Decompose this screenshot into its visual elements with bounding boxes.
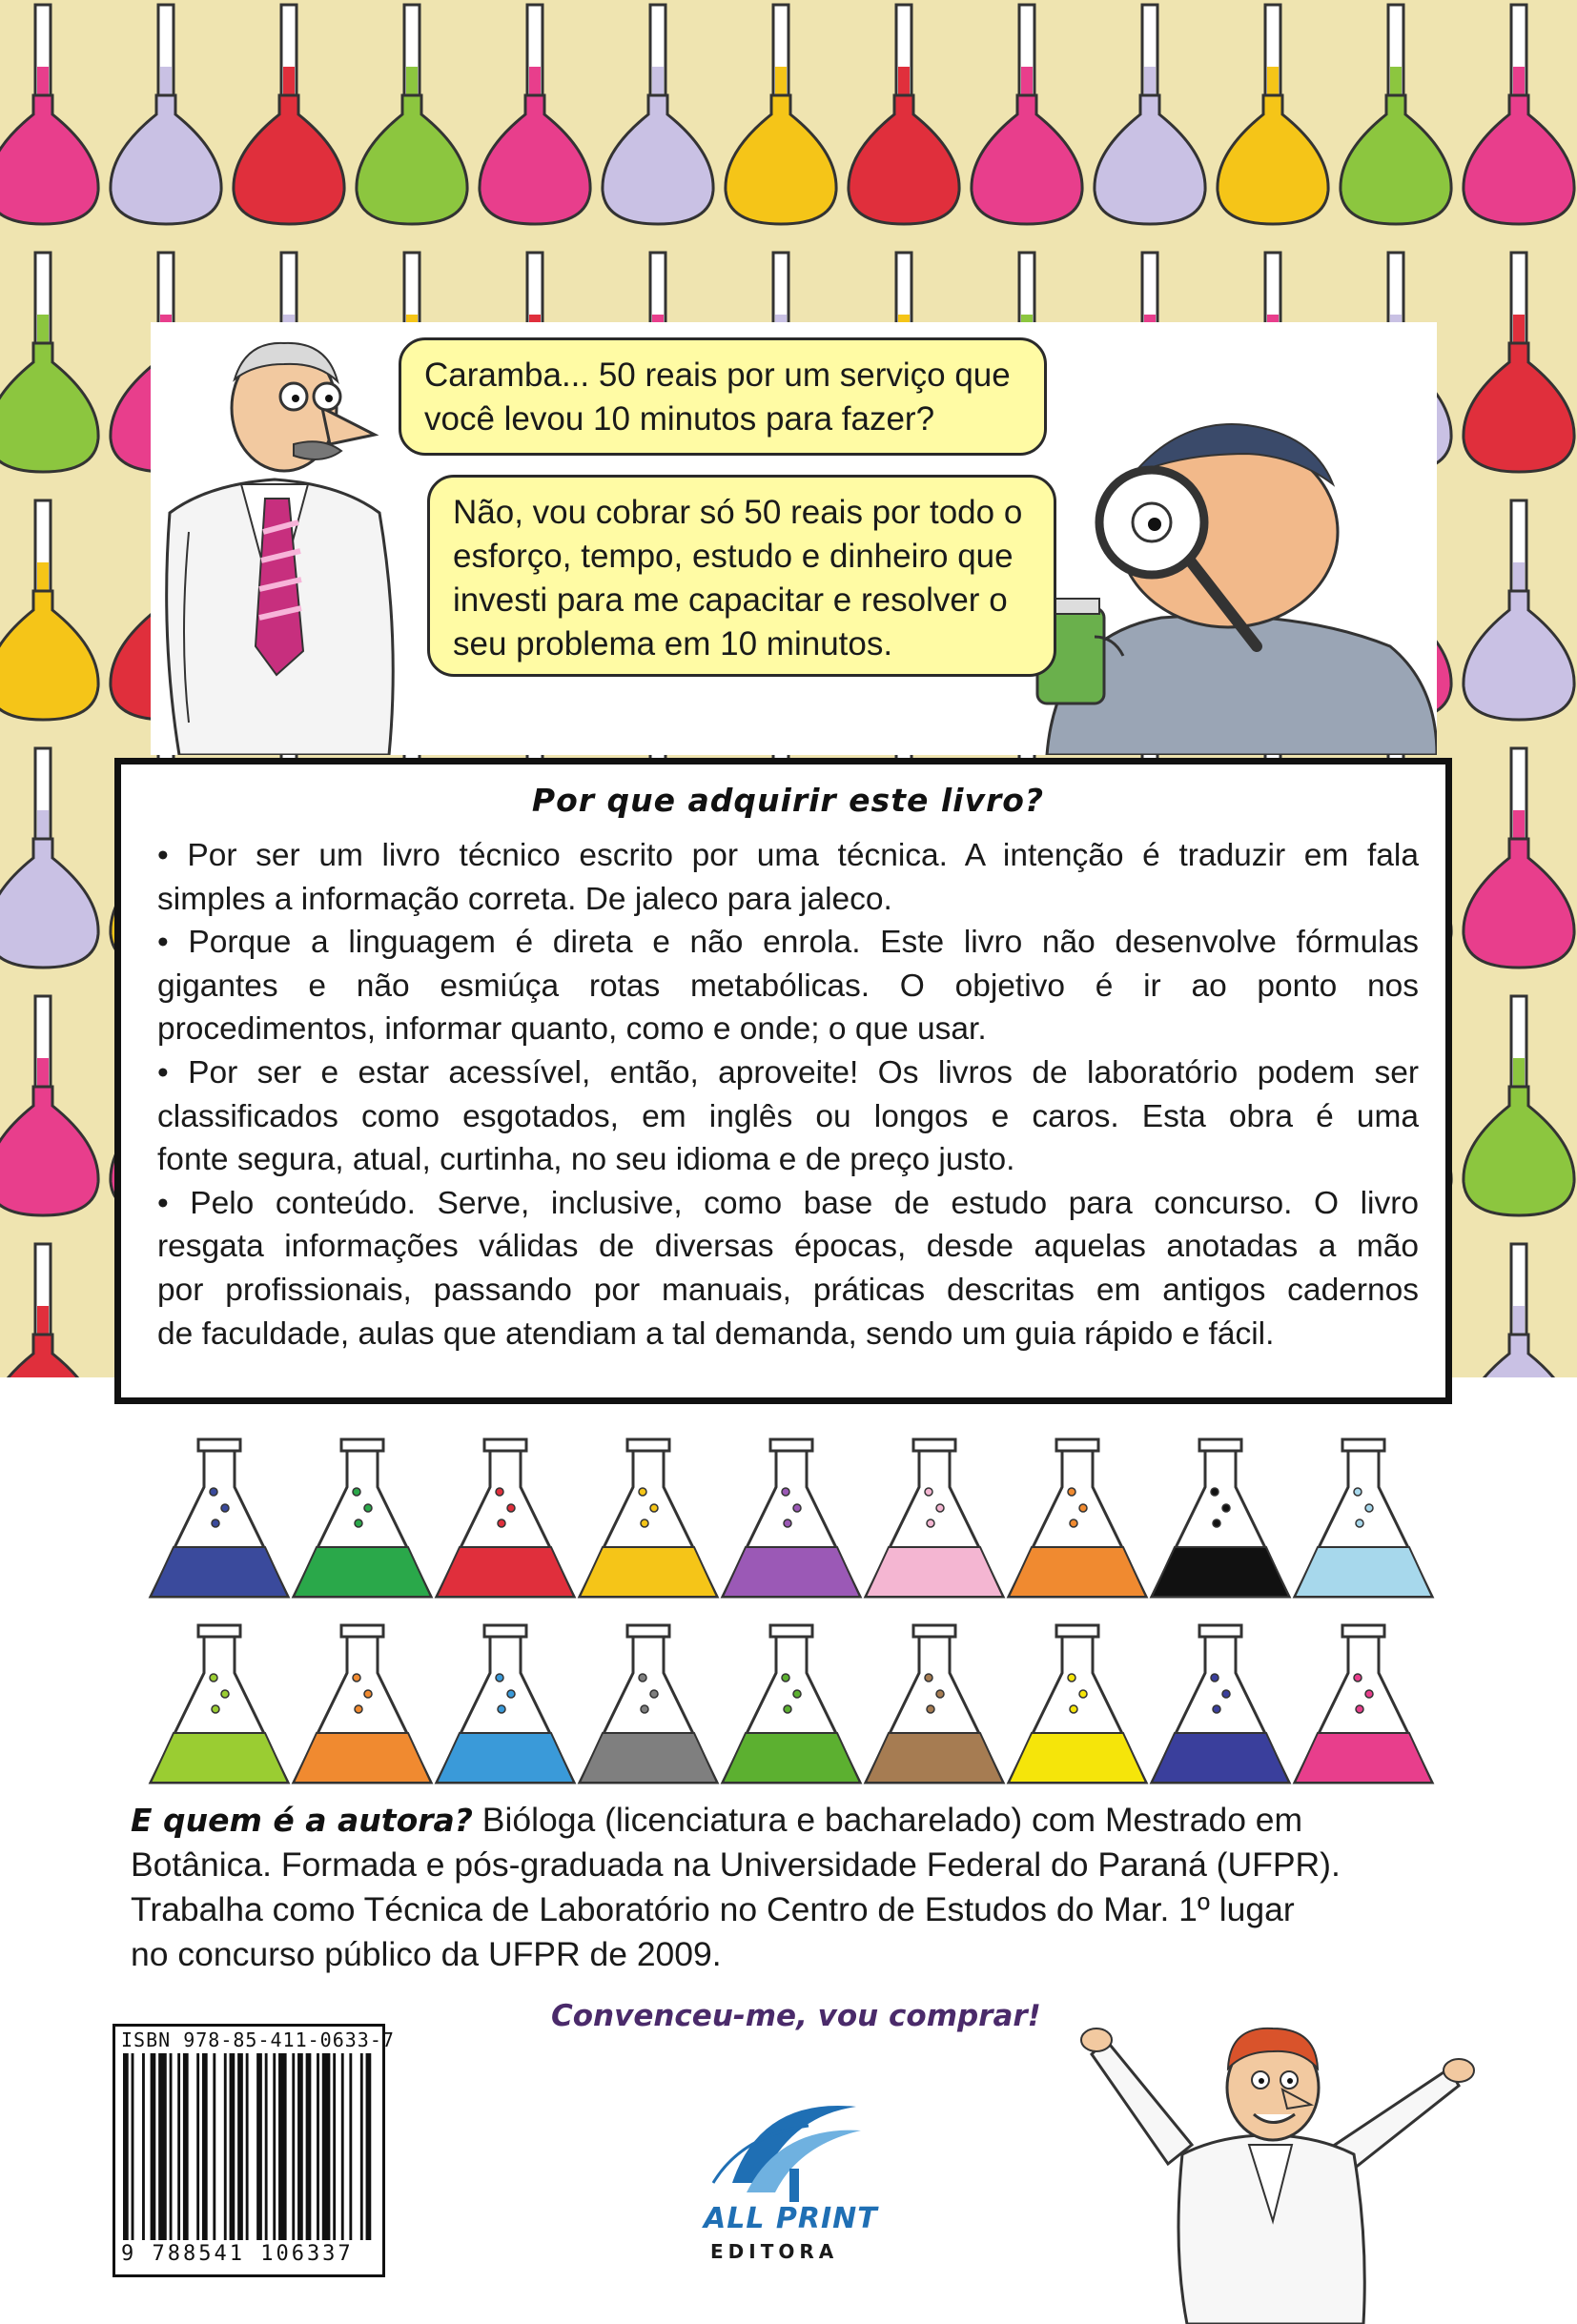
erlenmeyer-flask [1295,1625,1432,1783]
barcode-bar [142,2053,145,2240]
isbn-barcode [113,2024,395,2277]
reason-line: de faculdade, aulas que atendiam a tal demanda, sendo um guia rápido e fácil. [157,1315,1275,1352]
barcode-bar [297,2053,303,2240]
barcode-bars [123,2053,377,2240]
barcode-bar [151,2053,156,2240]
call-to-action-text: Convenceu-me, vou comprar! [551,1999,1041,2033]
barcode-bar [196,2053,199,2240]
erlenmeyer-flask [437,1625,574,1783]
man-with-magnifier-illustration [1037,424,1437,755]
barcode-bar [230,2053,236,2240]
erlenmeyer-flask [151,1439,288,1597]
erlenmeyer-flask [1295,1439,1432,1597]
reason-line: classificados como esgotados, em inglês ou longos e caros. Esta obra é uma [157,1098,1419,1134]
barcode-bar [246,2053,249,2240]
reason-line: • Por ser e estar acessível, então, aproveite! Os livros de laboratório podem ser [157,1054,1419,1091]
erlenmeyer-flask [1152,1625,1289,1783]
comic-panel [151,322,1437,755]
author-heading: E quem é a autora? [131,1802,473,1839]
barcode-bar [333,2053,336,2240]
reason-line: simples a informação correta. De jaleco para jaleco. [157,881,892,917]
barcode-bar [265,2053,268,2240]
erlenmeyer-flask [580,1625,717,1783]
barcode-bar [237,2053,243,2240]
reason-line: por profissionais, passando por manuais, práticas descritas em antigos cadernos [157,1272,1419,1308]
barcode-bar [213,2053,215,2240]
bubble-line: esforço, tempo, estudo e dinheiro que [453,538,1014,575]
barcode-bar [317,2053,319,2240]
author-line: no concurso público da UFPR de 2009. [131,1935,722,1973]
author-text: Bióloga (licenciatura e bacharelado) com Mestrado em [472,1801,1303,1839]
erlenmeyer-flask [866,1625,1003,1783]
barcode-bar [256,2053,262,2240]
isbn-label: ISBN 978-85-411-0633-7 [121,2028,395,2051]
reason-line: procedimentos, informar quanto, como e onde; o que usar. [157,1011,987,1048]
bubble-line: Caramba... 50 reais por um serviço que [424,357,1011,394]
erlenmeyer-flask [1009,1439,1146,1597]
reason-line: gigantes e não esmiúça rotas metabólicas. O objetivo é ir ao ponto nos [157,968,1419,1004]
author-section [131,1798,1446,1977]
barcode-bar [158,2053,167,2240]
erlenmeyer-flask [1009,1625,1146,1783]
erlenmeyer-flask [723,1625,860,1783]
reason-line: • Pelo conteúdo. Serve, inclusive, como base de estudo para concurso. O livro [157,1185,1419,1221]
publisher-subtitle: EDITORA [710,2240,839,2263]
erlenmeyer-flask [151,1625,288,1783]
erlenmeyer-flask-grid [143,1430,1440,1792]
bubble-line: seu problema em 10 minutos. [453,625,893,663]
barcode-bar [278,2053,287,2240]
barcode-bar [273,2053,276,2240]
bubble-line: você levou 10 minutos para fazer? [424,400,935,438]
barcode-digits: 9 788541 106337 [121,2242,354,2266]
reasons-title: Por que adquirir este livro? [531,782,1045,819]
erlenmeyer-flask [723,1439,860,1597]
barcode-bar [341,2053,344,2240]
erlenmeyer-flask [437,1439,574,1597]
barcode-bar [366,2053,372,2240]
author-line [131,1798,1446,1843]
barcode-bar [183,2053,189,2240]
barcode-bar [224,2053,227,2240]
reason-line: fonte segura, atual, curtinha, no seu idioma e de preço justo. [157,1142,1015,1178]
barcode-bar [123,2053,129,2240]
barcode-bar [306,2053,312,2240]
barcode-bar [360,2053,363,2240]
erlenmeyer-flask [294,1625,431,1783]
barcode-bar [322,2053,331,2240]
speech-bubble-client [427,475,1056,677]
barcode-bar [349,2053,352,2240]
barcode-bar [170,2053,173,2240]
reason-line: resgata informações válidas de diversas épocas, desde aquelas anotadas a mão [157,1229,1419,1265]
erlenmeyer-flask [294,1439,431,1597]
author-line: Botânica. Formada e pós-graduada na Universidade Federal do Paraná (UFPR). [131,1845,1341,1884]
barcode-bar [177,2053,180,2240]
scientist-illustration [167,343,394,755]
erlenmeyer-flask [580,1439,717,1597]
bubble-line: Não, vou cobrar só 50 reais por todo o [453,494,1023,531]
barcode-bar [132,2053,134,2240]
reason-line: • Por ser um livro técnico escrito por uma técnica. A intenção é traduzir em fala [157,838,1419,873]
reasons-box [114,758,1452,1404]
happy-scientist-illustration [1077,2002,1478,2324]
publisher-name: ALL PRINT [704,2202,878,2235]
erlenmeyer-flask [866,1439,1003,1597]
reason-line: • Porque a linguagem é direta e não enrola. Este livro não desenvolve fórmulas [157,925,1419,961]
barcode-bar [202,2053,208,2240]
erlenmeyer-flask [1152,1439,1289,1597]
author-line: Trabalha como Técnica de Laboratório no Centro de Estudos do Mar. 1º lugar [131,1890,1295,1928]
bubble-line: investi para me capacitar e resolver o [453,581,1008,619]
speech-bubble-scientist [399,337,1047,456]
barcode-bar [292,2053,295,2240]
